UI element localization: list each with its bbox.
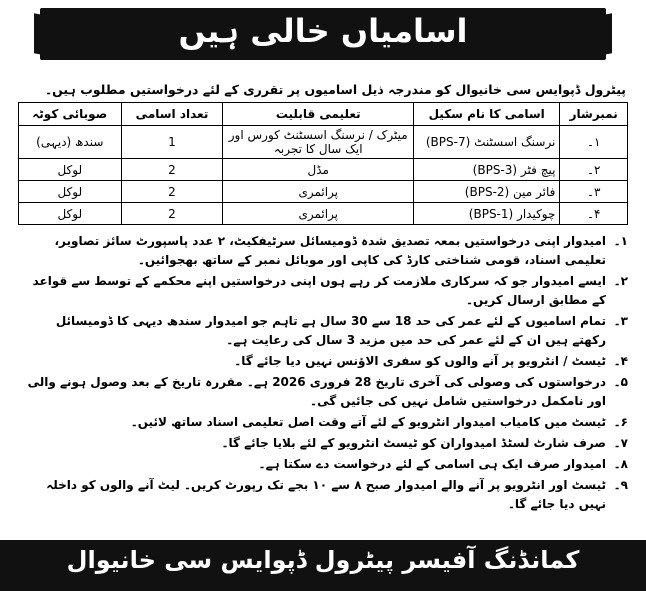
list-item — [18, 434, 628, 453]
list-item — [18, 312, 628, 350]
term-number: ۳۔ — [613, 314, 628, 328]
cell-title: نرسنگ اسسٹنٹ (BPS-7) — [414, 126, 560, 159]
cell-count: 2 — [121, 181, 223, 203]
list-item — [18, 413, 628, 432]
cell-count: 1 — [121, 126, 223, 159]
cell-qualification: پرائمری — [223, 181, 414, 203]
list-item — [18, 373, 628, 411]
term-text: ٹیسٹ میں کامیاب امیدوار انٹرویو کے لئے آتے وقت اصل تعلیمی اسناد ساتھ لائیں۔ — [130, 415, 606, 429]
cell-domicile: سندھ (دیہی) — [19, 126, 122, 159]
table-row — [19, 203, 628, 225]
header-domicile: صوبائی کوٹہ — [19, 103, 122, 126]
table-row — [19, 126, 628, 159]
list-item — [18, 272, 628, 310]
list-item — [18, 476, 628, 514]
term-number: ۷۔ — [613, 436, 628, 450]
table-row — [19, 159, 628, 181]
list-item — [18, 232, 628, 270]
term-number: ۶۔ — [613, 415, 628, 429]
table-row — [19, 181, 628, 203]
cell-domicile: لوکل — [19, 203, 122, 225]
list-item — [18, 352, 628, 371]
cell-count: 2 — [121, 159, 223, 181]
term-number: ۲۔ — [613, 274, 628, 288]
cell-sn: ۳۔ — [560, 181, 628, 203]
term-text: امیدوار صرف ایک ہی اسامی کے لئے درخواست دے سکتا ہے۔ — [258, 457, 606, 471]
cell-title: فائر مین (BPS-2) — [414, 181, 560, 203]
intro-text: پیٹرول ڈپوایس سی خانیوال کو مندرجہ ذیل اسامیوں پر تقرری کے لئے درخواستیں مطلوب ہیں۔ — [44, 82, 626, 97]
term-number: ۸۔ — [613, 457, 628, 471]
header-banner — [40, 8, 606, 60]
cell-sn: ۱۔ — [560, 126, 628, 159]
header-sn: نمبرشار — [560, 103, 628, 126]
term-number: ۵۔ — [613, 375, 628, 389]
term-text: امیدوار اپنی درخواستیں بمعہ تصدیق شدہ ڈومیسائل سرٹیفکیٹ، ۲ عدد پاسپورٹ سائز تصاویر، تعلیمی اسناد، قومی شناختی کارڈ کی کاپی اور موبائل نمبر کے ساتھ بھجوائیں۔ — [54, 234, 606, 267]
vacancies-table — [18, 102, 628, 225]
cell-sn: ۴۔ — [560, 203, 628, 225]
cell-qualification: پرائمری — [223, 203, 414, 225]
cell-count: 2 — [121, 203, 223, 225]
term-text: ٹیسٹ / انٹرویو پر آنے والوں کو سفری الاؤنس نہیں دیا جائے گا۔ — [234, 354, 606, 368]
term-text: صرف شارٹ لسٹڈ امیدواران کو ٹیسٹ انٹرویو کے لئے بلایا جائے گا۔ — [221, 436, 606, 450]
cell-qualification: میٹرک / نرسنگ اسسٹنٹ کورس اور ایک سال کا تجربہ — [223, 126, 414, 159]
term-number: ۴۔ — [613, 354, 628, 368]
list-item — [18, 455, 628, 474]
cell-sn: ۲۔ — [560, 159, 628, 181]
footer-signature: کمانڈنگ آفیسر پیٹرول ڈپوایس سی خانیوال — [66, 546, 580, 574]
footer-banner — [0, 540, 646, 591]
cell-title: پیچ فٹر (BPS-3) — [414, 159, 560, 181]
header-count: تعداد اسامی — [121, 103, 223, 126]
term-number: ۱۔ — [613, 234, 628, 248]
term-text: تمام اسامیوں کے لئے عمر کی حد 18 سے 30 سال ہے تاہم جو امیدوار سندھ دیہی کا ڈومیسائل رکھتے ہیں ان کے لئے عمر کی حد میں مزید 3 سال کی رعایت ہے۔ — [55, 314, 606, 347]
table-header-row — [19, 103, 628, 126]
term-text: ٹیسٹ اور انٹرویو پر آنے والے امیدوار صبح ۸ سے ۱۰ بجے تک رپورٹ کریں۔ لیٹ آنے والوں کو داخلہ نہیں دیا جائے گا۔ — [46, 478, 606, 511]
terms-list — [18, 232, 628, 516]
header-qualification: تعلیمی قابلیت — [223, 103, 414, 126]
cell-qualification: مڈل — [223, 159, 414, 181]
cell-title: چوکیدار (BPS-1) — [414, 203, 560, 225]
header-title: اسامی کا نام سکیل — [414, 103, 560, 126]
term-number: ۹۔ — [613, 478, 628, 492]
cell-domicile: لوکل — [19, 159, 122, 181]
term-text: ایسے امیدوار جو کہ سرکاری ملازمت کر رہے ہوں اپنی درخواستیں اپنے محکمے کے توسط سے قواعد کے مطابق ارسال کریں۔ — [32, 274, 606, 307]
page-title: اسامیاں خالی ہیں — [178, 12, 468, 50]
term-text: درخواستوں کی وصولی کی آخری تاریخ 28 فروری 2026 ہے۔ مقررہ تاریخ کے بعد وصول ہونے والی اور نامکمل درخواستیں شامل نہیں کی جائیں گی۔ — [27, 375, 606, 408]
cell-domicile: لوکل — [19, 181, 122, 203]
